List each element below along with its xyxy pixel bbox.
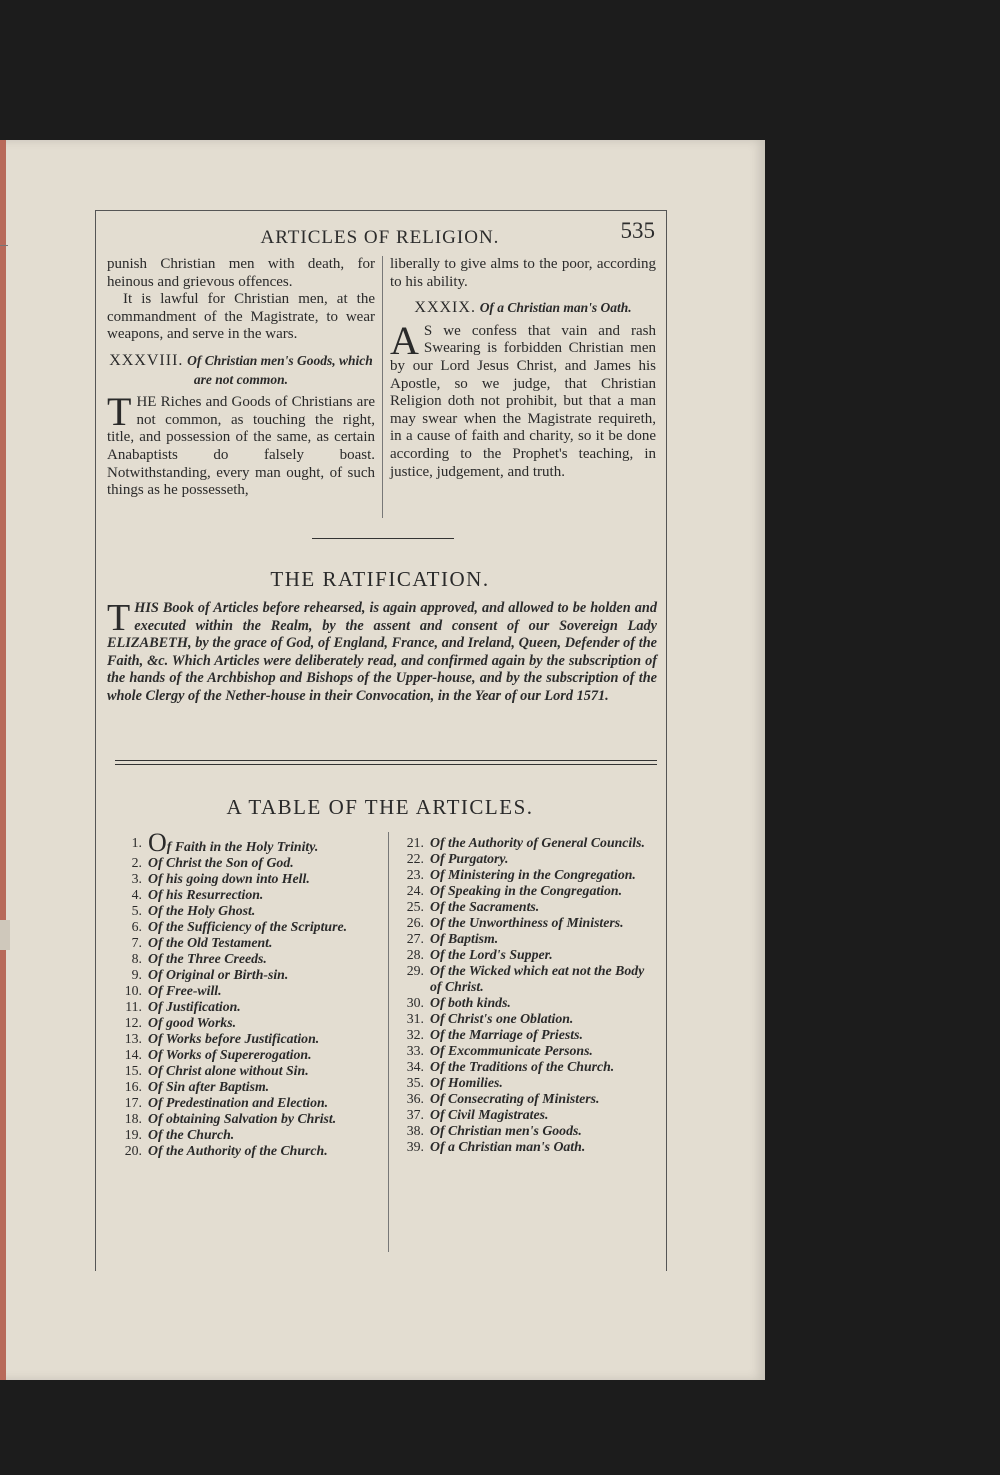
table-right-column	[392, 835, 657, 1155]
entry-title: Of his going down into Hell.	[148, 871, 310, 886]
entry-title: Of the Traditions of the Church.	[430, 1059, 615, 1074]
ratification-text	[107, 597, 657, 706]
entry-title: Of Homilies.	[430, 1075, 503, 1090]
table-entry	[110, 1079, 375, 1095]
binding-mark	[0, 245, 8, 246]
page-edge	[0, 140, 6, 1380]
entry-title: Of the Three Creeds.	[148, 951, 267, 966]
entry-number: 12.	[124, 1015, 142, 1030]
entry-title: Of Consecrating of Ministers.	[430, 1091, 600, 1106]
entry-title: Of the Church.	[148, 1127, 235, 1142]
entry-number: 37.	[406, 1107, 424, 1122]
table-entry	[392, 1027, 657, 1043]
entry-title: Of the Marriage of Priests.	[430, 1027, 583, 1042]
paragraph: It is lawful for Christian men, at the commandment of the Magistrate, to wear weapons, and serve in the wars.	[107, 291, 375, 343]
entry-number: 18.	[124, 1111, 142, 1126]
article-heading	[107, 352, 375, 389]
table-entry	[392, 915, 657, 931]
table-entry	[110, 951, 375, 967]
table-entry	[110, 871, 375, 887]
entry-title: Of his Resurrection.	[148, 887, 264, 902]
entry-title: Of Free-will.	[148, 983, 222, 998]
entry-number: 3.	[131, 871, 142, 886]
drop-cap: T	[107, 597, 131, 639]
page-number: 535	[620, 218, 655, 243]
entry-title: Of Original or Birth-sin.	[148, 967, 289, 982]
article-title: Of Christian men's Goods, which are not common.	[187, 352, 373, 387]
entry-title: Of the Sacraments.	[430, 899, 540, 914]
entry-title: Of Faith in the Holy Trinity.	[148, 828, 319, 857]
table-entry	[392, 963, 657, 995]
entry-number: 36.	[406, 1091, 424, 1106]
entry-number: 9.	[131, 967, 142, 982]
table-entry	[392, 1075, 657, 1091]
entry-title: Of a Christian man's Oath.	[430, 1139, 586, 1154]
entry-number: 7.	[131, 935, 142, 950]
article-heading	[390, 299, 656, 318]
entry-number: 34.	[406, 1059, 424, 1074]
table-entry	[110, 967, 375, 983]
table-entry	[392, 931, 657, 947]
ratification-body: HIS Book of Articles before rehearsed, is again approved, and allowed to be holden and executed within the Realm, by the assent and consent of our Sovereign Lady ELIZABETH, by the grace of God, of England, France, and Ireland, Queen, Defender of the Faith, &c. Which Articles were deliberately read, and confirmed again by the subscription of the hands of the Archbishop and Bishops of the Upper-house, and by the subscription of the whole Clergy of the Nether-house in their Convocation, in the Year of our Lord 1571.	[107, 600, 657, 704]
table-entry	[392, 899, 657, 915]
table-entry	[392, 883, 657, 899]
entry-number: 11.	[125, 999, 142, 1014]
entry-number: 24.	[406, 883, 424, 898]
table-entry	[110, 828, 375, 857]
table-entry	[110, 1111, 375, 1127]
entry-number: 2.	[131, 855, 142, 870]
table-entry	[110, 855, 375, 871]
entry-title: Of the Old Testament.	[148, 935, 273, 950]
table-entry	[110, 887, 375, 903]
entry-title: Of Sin after Baptism.	[148, 1079, 270, 1094]
table-left-column	[110, 828, 375, 1159]
table-entry	[392, 1091, 657, 1107]
entry-title: Of Excommunicate Persons.	[430, 1043, 593, 1058]
entry-title: Of Ministering in the Congregation.	[430, 867, 636, 882]
table-title: A TABLE OF THE ARTICLES.	[226, 795, 534, 819]
entry-number: 26.	[406, 915, 424, 930]
entry-title: Of the Holy Ghost.	[148, 903, 256, 918]
entry-title: Of Christ the Son of God.	[148, 855, 294, 870]
entry-title: Of both kinds.	[430, 995, 511, 1010]
entry-title: Of Speaking in the Congregation.	[430, 883, 623, 898]
entry-number: 23.	[406, 867, 424, 882]
left-column	[107, 256, 375, 500]
entry-title: Of the Sufficiency of the Scripture.	[148, 919, 348, 934]
entry-title: Of the Authority of General Councils.	[430, 835, 645, 850]
table-entry	[392, 1059, 657, 1075]
drop-cap: A	[390, 317, 419, 363]
entry-number: 13.	[124, 1031, 142, 1046]
table-entry	[110, 919, 375, 935]
entry-number: 1.	[131, 835, 142, 850]
entry-title: Of the Authority of the Church.	[148, 1143, 328, 1158]
entry-number: 21.	[406, 835, 424, 850]
running-header	[95, 215, 665, 251]
entry-number: 25.	[406, 899, 424, 914]
entry-title: Of Christian men's Goods.	[430, 1123, 582, 1138]
entry-number: 20.	[124, 1143, 142, 1158]
section-rule	[312, 538, 454, 539]
entry-number: 30.	[406, 995, 424, 1010]
entry-number: 38.	[406, 1123, 424, 1138]
table-entry	[392, 851, 657, 867]
ratification-title: THE RATIFICATION.	[270, 567, 490, 591]
paragraph	[107, 389, 375, 500]
entry-number: 22.	[406, 851, 424, 866]
table-entry	[392, 1043, 657, 1059]
paragraph-text: HE Riches and Goods of Christians are not common, as touching the right, title, and possession of the same, as certain Anabaptists do falsely boast. Notwithstanding, every man ought, of such things as he possesseth,	[107, 394, 375, 499]
entry-title: Of Civil Magistrates.	[430, 1107, 549, 1122]
table-entry	[110, 1143, 375, 1159]
article-number: XXXVIII.	[109, 351, 184, 369]
table-entry	[392, 867, 657, 883]
table-entry	[110, 903, 375, 919]
entry-title: Of Justification.	[148, 999, 241, 1014]
entry-number: 6.	[131, 919, 142, 934]
paragraph: liberally to give alms to the poor, according to his ability.	[390, 256, 656, 290]
article-number: XXXIX.	[414, 299, 476, 317]
table-entry	[110, 1031, 375, 1047]
drop-cap: T	[107, 389, 132, 435]
table-entry	[392, 1139, 657, 1155]
paragraph	[390, 317, 656, 481]
table-entry	[392, 1107, 657, 1123]
table-entry	[110, 1015, 375, 1031]
entry-number: 8.	[131, 951, 142, 966]
entry-number: 32.	[406, 1027, 424, 1042]
table-entry	[392, 1011, 657, 1027]
table-entry	[110, 983, 375, 999]
entry-number: 35.	[406, 1075, 424, 1090]
table-entry	[110, 935, 375, 951]
entry-number: 27.	[406, 931, 424, 946]
table-entry	[392, 947, 657, 963]
entry-number: 14.	[124, 1047, 142, 1062]
table-entry	[110, 1095, 375, 1111]
entry-number: 33.	[406, 1043, 424, 1058]
entry-title: Of good Works.	[148, 1015, 237, 1030]
table-entry	[110, 999, 375, 1015]
entry-number: 31.	[406, 1011, 424, 1026]
paragraph: punish Christian men with death, for heinous and grievous offences.	[107, 256, 375, 290]
entry-number: 16.	[124, 1079, 142, 1094]
entry-number: 10.	[124, 983, 142, 998]
entry-number: 4.	[131, 887, 142, 902]
table-entry	[110, 1047, 375, 1063]
entry-number: 5.	[131, 903, 142, 918]
entry-title: Of the Lord's Supper.	[430, 947, 553, 962]
entry-number: 28.	[406, 947, 424, 962]
article-title: Of a Christian man's Oath.	[479, 300, 632, 316]
right-column	[390, 256, 656, 481]
table-entry	[110, 1127, 375, 1143]
entry-number: 29.	[406, 963, 424, 978]
binding-mark	[0, 920, 10, 950]
column-divider	[382, 256, 383, 518]
entry-title: Of Works of Supererogation.	[148, 1047, 312, 1062]
entry-number: 15.	[124, 1063, 142, 1078]
table-entry	[110, 1063, 375, 1079]
entry-title: Of Christ's one Oblation.	[430, 1011, 574, 1026]
double-rule	[115, 760, 657, 765]
entry-title: Of the Wicked which eat not the Body of Christ.	[430, 963, 645, 994]
table-entry	[392, 1123, 657, 1139]
entry-title: Of Purgatory.	[430, 851, 509, 866]
entry-title: Of the Unworthiness of Ministers.	[430, 915, 624, 930]
entry-title: Of Predestination and Election.	[148, 1095, 329, 1110]
running-title: ARTICLES OF RELIGION.	[260, 227, 500, 248]
entry-number: 17.	[124, 1095, 142, 1110]
table-entry	[392, 835, 657, 851]
entry-title: Of Baptism.	[430, 931, 499, 946]
entry-title: Of obtaining Salvation by Christ.	[148, 1111, 337, 1126]
table-entry	[392, 995, 657, 1011]
table-column-divider	[388, 832, 389, 1252]
paragraph-text: S we confess that vain and rash Swearing is forbidden Christian men by our Lord Jesus Christ, and James his Apostle, so we judge, that Christian Religion doth not prohibit, but that a man may swear when the Magistrate requireth, in a cause of faith and charity, so it be done according to the Prophet's teaching, in justice, judgement, and truth.	[390, 322, 656, 480]
entry-title: Of Works before Justification.	[148, 1031, 320, 1046]
entry-number: 39.	[406, 1139, 424, 1154]
entry-number: 19.	[124, 1127, 142, 1142]
entry-title: Of Christ alone without Sin.	[148, 1063, 309, 1078]
